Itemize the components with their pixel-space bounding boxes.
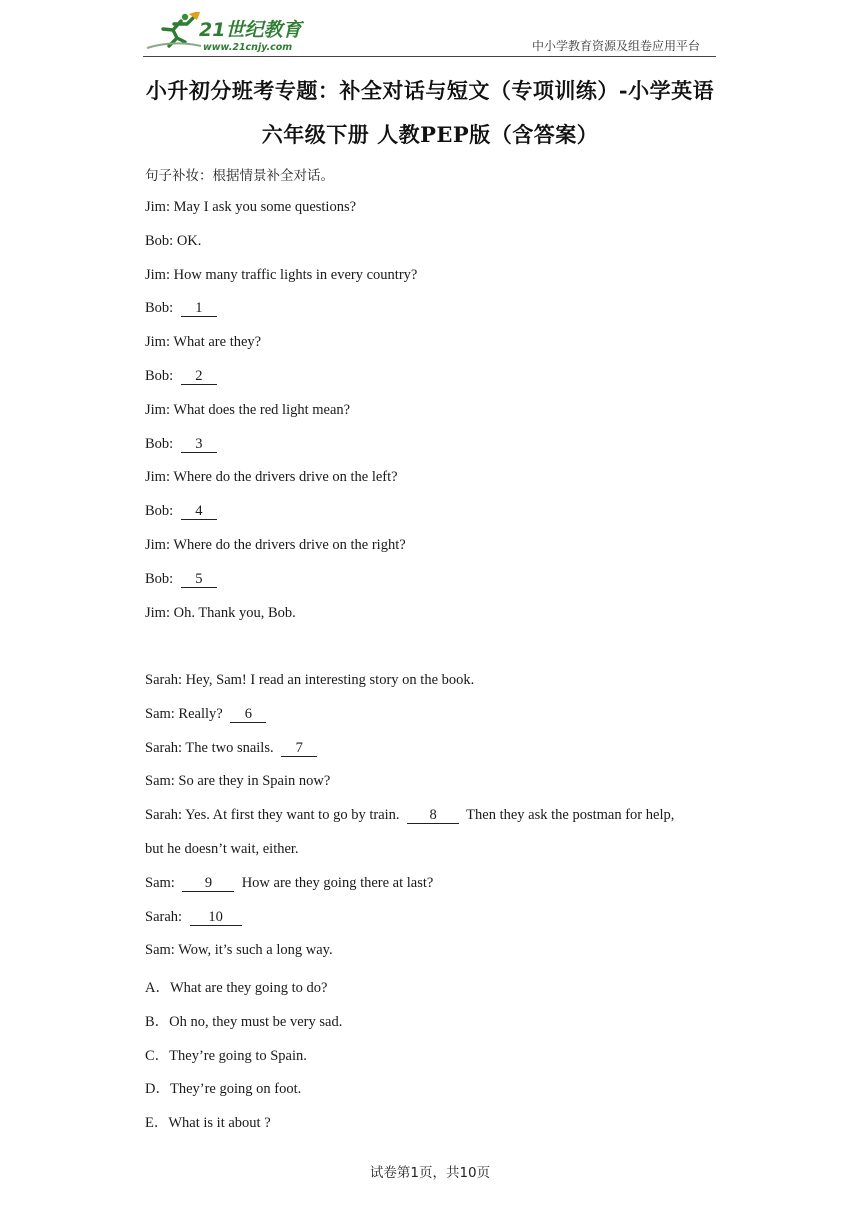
dialogue-line: Sam: So are they in Spain now? bbox=[145, 773, 331, 790]
option-a: A．What are they going to do? bbox=[145, 980, 328, 996]
option-e: E．What is it about ? bbox=[145, 1115, 271, 1132]
answer-blank[interactable]: 7 bbox=[281, 741, 317, 757]
dialogue-line: but he doesn’t wait, either. bbox=[145, 841, 299, 857]
dialogue-line: Jim: May I ask you some questions? bbox=[145, 199, 357, 215]
answer-blank[interactable]: 5 bbox=[181, 572, 217, 588]
dialogue-text: Sam: Really? bbox=[145, 705, 227, 722]
dialogue-text: Sarah: The two snails. bbox=[145, 739, 278, 756]
answer-blank[interactable]: 10 bbox=[190, 910, 242, 926]
dialogue-text: Sarah: Yes. At first they want to go by train. bbox=[145, 807, 404, 824]
platform-name: 中小学教育资源及组卷应用平台 bbox=[531, 39, 700, 53]
answer-blank[interactable]: 6 bbox=[230, 707, 266, 723]
answer-blank[interactable]: 8 bbox=[407, 808, 459, 824]
answer-blank[interactable]: 3 bbox=[181, 437, 217, 453]
dialogue-text: Sarah: bbox=[145, 908, 186, 925]
logo-21cnjy bbox=[143, 12, 323, 54]
dialogue-line-with-blank bbox=[145, 706, 266, 723]
option-c: C．They’re going to Spain. bbox=[145, 1047, 307, 1064]
dialogue-line: Sam: Wow, it’s such a long way. bbox=[145, 942, 333, 959]
option-d: D．They’re going on foot. bbox=[145, 1081, 302, 1098]
dialogue-text: Sam: bbox=[145, 874, 179, 891]
dialogue-line: Jim: How many traffic lights in every country? bbox=[145, 266, 418, 283]
answer-blank[interactable]: 9 bbox=[182, 876, 234, 892]
instruction: 句子补妆：根据情景补全对话。 bbox=[145, 168, 334, 184]
option-b: B．Oh no, they must be very sad. bbox=[145, 1013, 343, 1030]
answer-blank[interactable]: 1 bbox=[181, 301, 217, 317]
page-header bbox=[143, 10, 716, 57]
dialogue-text: Then they ask the postman for help, bbox=[459, 807, 675, 824]
dialogue-text: Bob: bbox=[145, 368, 177, 384]
dialogue-text: Bob: bbox=[145, 435, 177, 452]
dialogue-line-with-blank bbox=[145, 436, 217, 453]
answer-blank[interactable]: 4 bbox=[181, 504, 217, 520]
dialogue-line-with-blank bbox=[145, 909, 242, 926]
dialogue-line: Jim: What are they? bbox=[145, 334, 262, 351]
svg-text:www.21cnjy.com: www.21cnjy.com bbox=[203, 42, 293, 53]
page-title-line-2: 六年级下册 人教PEP版（含答案） bbox=[261, 122, 599, 147]
page-footer: 试卷第1页，共10页 bbox=[369, 1165, 491, 1181]
dialogue-line: Bob: OK. bbox=[145, 232, 202, 249]
answer-blank[interactable]: 2 bbox=[181, 369, 217, 385]
dialogue-line-with-blank bbox=[145, 571, 217, 588]
page-title-line-1: 小升初分班考专题：补全对话与短文（专项训练）-小学英语 bbox=[145, 78, 715, 103]
dialogue-line: Jim: Where do the drivers drive on the right? bbox=[145, 537, 406, 553]
dialogue-line: Sarah: Hey, Sam! I read an interesting story on the book. bbox=[145, 672, 475, 688]
runner-icon bbox=[147, 12, 201, 48]
dialogue-line: Jim: What does the red light mean? bbox=[145, 401, 351, 418]
dialogue-line-with-blank bbox=[145, 807, 674, 824]
dialogue-text: How are they going there at last? bbox=[234, 874, 434, 891]
dialogue-line: Jim: Oh. Thank you, Bob. bbox=[145, 604, 296, 621]
dialogue-line-with-blank bbox=[145, 875, 433, 892]
dialogue-line-with-blank bbox=[145, 503, 217, 520]
dialogue-line-with-blank bbox=[145, 368, 217, 385]
dialogue-text: Bob: bbox=[145, 570, 177, 587]
dialogue-line-with-blank bbox=[145, 740, 317, 757]
dialogue-text: Bob: bbox=[145, 503, 177, 520]
dialogue-text: Bob: bbox=[145, 300, 177, 317]
svg-text:21世纪教育: 21世纪教育 bbox=[199, 19, 302, 41]
dialogue-line: Jim: Where do the drivers drive on the left? bbox=[145, 469, 398, 486]
dialogue-line-with-blank bbox=[145, 300, 217, 317]
